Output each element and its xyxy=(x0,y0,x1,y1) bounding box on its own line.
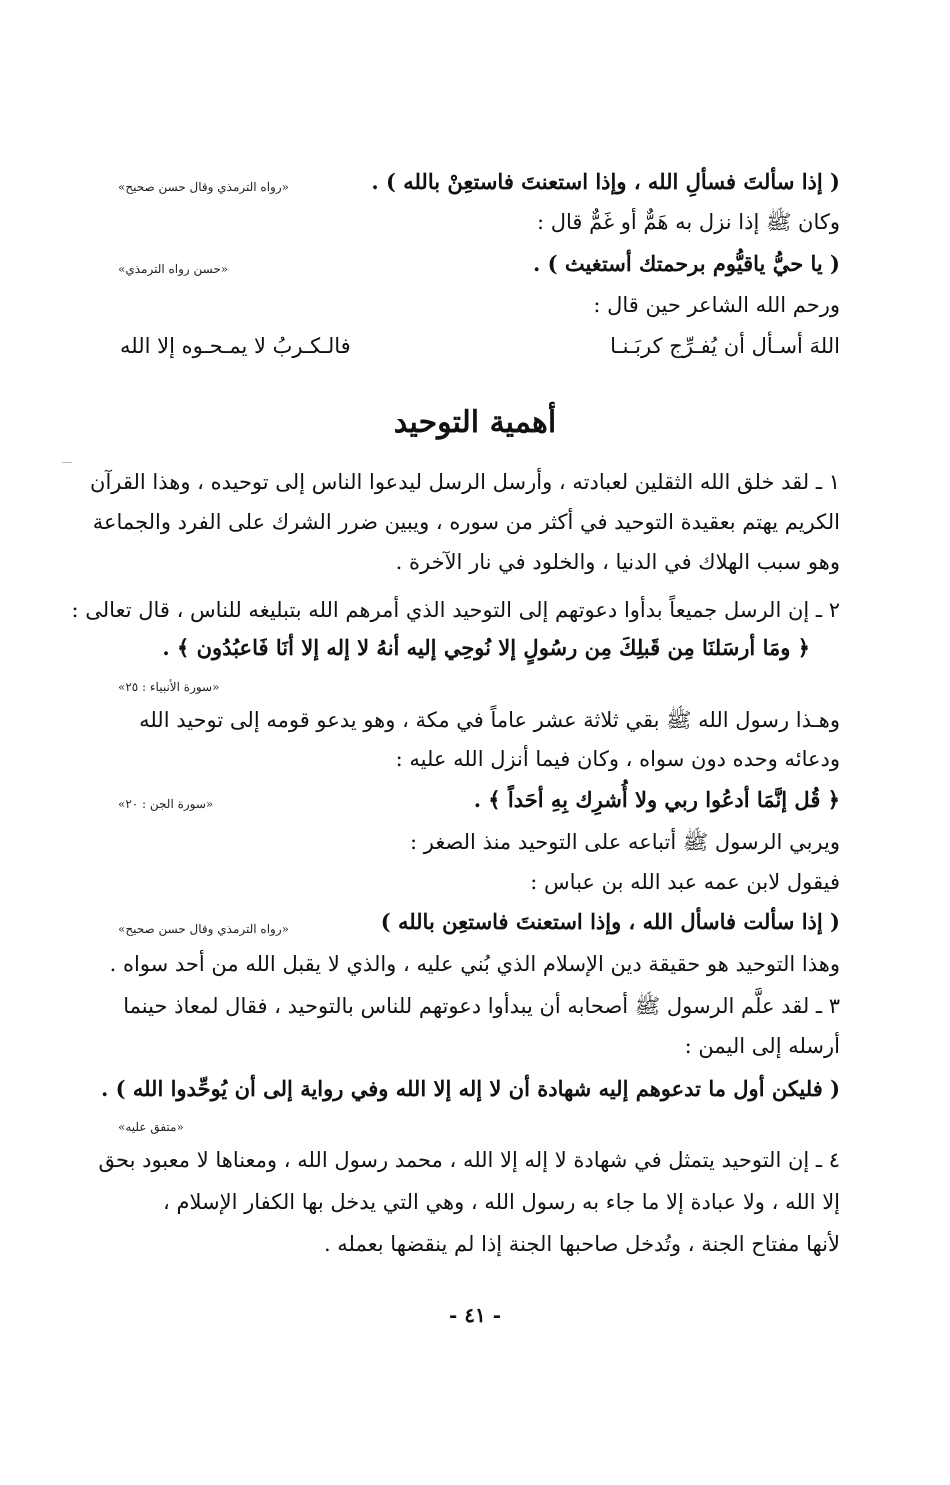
paragraph-1-line: وهو سبب الهلاك في الدنيا ، والخلود في نار الآخرة . xyxy=(395,550,840,574)
paragraph-1-line: ١ ـ لقد خلق الله الثقلين لعبادته ، وأرسل الرسل ليدعوا الناس إلى توحيده ، وهذا القرآن xyxy=(90,470,840,494)
hadith-reference: «رواه الترمذي وقال حسن صحيح» xyxy=(118,922,289,936)
paragraph-1-line: الكريم يهتم بعقيدة التوحيد في أكثر من سوره ، ويبين ضرر الشرك على الفرد والجماعة xyxy=(92,510,840,534)
dua-line: ( يا حيُّ ياقيُّوم برحمتك أستغيث ) . xyxy=(532,251,840,276)
paragraph-3-line: أرسله إلى اليمن : xyxy=(684,1034,840,1058)
dua-reference: «حسن رواه الترمذي» xyxy=(118,262,229,276)
page-number: - ٤١ - xyxy=(448,1303,501,1327)
hadith-line: ( فليكن أول ما تدعوهم إليه شهادة أن لا إله إلا الله وفي رواية إلى أن يُوحِّدوا الله ) . xyxy=(100,1076,840,1101)
paragraph-2-line: ٢ ـ إن الرسل جميعاً بدأوا دعوتهم إلى التوحيد الذي أمرهم الله بتبليغه للناس ، قال تعالى : xyxy=(71,598,840,622)
paragraph-2-line: وهـذا رسول الله ﷺ بقي ثلاثة عشر عاماً في مكة ، وهو يدعو قومه إلى توحيد الله xyxy=(139,708,840,732)
hadith-line: ( إذا سألت فاسأل الله ، وإذا استعنتَ فاستعِن بالله ) xyxy=(380,909,840,934)
paragraph-2-line: وهذا التوحيد هو حقيقة دين الإسلام الذي بُني عليه ، والذي لا يقبل الله من أحد سواه . xyxy=(109,952,840,976)
quran-reference: «سورة الأنبياء : ٢٥» xyxy=(118,680,220,694)
poem-verse-second-half: فالـكـربُ لا يمـحـوه إلا الله xyxy=(120,334,351,358)
paragraph-2-line: فيقول لابن عمه عبد الله بن عباس : xyxy=(530,870,840,894)
paragraph-4-line: إلا الله ، ولا عبادة إلا ما جاء به رسول الله ، وهي التي يدخل بها الكفار الإسلام ، xyxy=(163,1190,840,1214)
paragraph-2-line: ويربي الرسول ﷺ أتباعه على التوحيد منذ الصغر : xyxy=(409,830,840,854)
quran-verse: ﴿ قُل إنَّمَا أدعُوا ربي ولا أُشرِك بِهِ أحَداً ﴾ . xyxy=(473,787,840,812)
hadith-line: ( إذا سألتَ فسألِ الله ، وإذا استعنتَ فاستعِنْ بالله ) . xyxy=(371,169,840,194)
margin-mark xyxy=(62,462,72,463)
paragraph-4-line: لأنها مفتاح الجنة ، وتُدخل صاحبها الجنة إذا لم ينقضها بعمله . xyxy=(323,1232,840,1256)
hadith-reference: «متفق عليه» xyxy=(118,1120,184,1134)
paragraph-3-line: ٣ ـ لقد علَّم الرسول ﷺ أصحابه أن يبدأوا دعوتهم للناس بالتوحيد ، فقال لمعاذ حينما xyxy=(123,994,840,1018)
poem-verse-first-half: اللهَ أسـأل أن يُفـرِّج كربَـنـا xyxy=(610,334,840,358)
hadith-reference: «رواه الترمذي وقال حسن صحيح» xyxy=(118,180,289,194)
text-line: ورحم الله الشاعر حين قال : xyxy=(593,293,840,317)
quran-verse: ﴿ ومَا أرسَلنَا مِن قَبلِكَ مِن رسُولٍ إلا نُوحِي إليه أنهُ لا إله إلا أنَا فَاعبُدُون ﴾ . xyxy=(162,635,810,660)
quran-reference: «سورة الجن : ٢٠» xyxy=(118,797,214,811)
paragraph-2-line: ودعائه وحده دون سواه ، وكان فيما أنزل الله عليه : xyxy=(395,747,840,771)
paragraph-4-line: ٤ ـ إن التوحيد يتمثل في شهادة لا إله إلا الله ، محمد رسول الله ، ومعناها لا معبود بحق xyxy=(98,1148,840,1172)
text-line: وكان ﷺ إذا نزل به هَمٌّ أو غَمٌّ قال : xyxy=(537,210,840,234)
section-title: أهمية التوحيد xyxy=(393,405,557,440)
